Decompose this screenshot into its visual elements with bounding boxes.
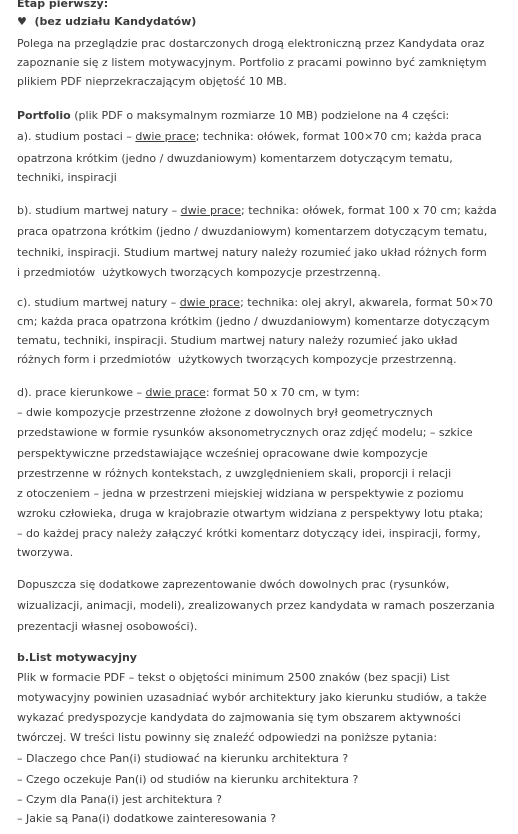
paragraph-line: motywacyjny powinien uzasadniać wybór architektury jako kierunku studiów, a także: [17, 691, 487, 704]
paragraph-line: plikiem PDF nieprzekraczającym objętość 10 MB.: [17, 75, 287, 88]
section-b-line: b). studium martwej natury – dwie prace; technika: ołówek, format 100 x 70 cm; każda: [17, 204, 497, 217]
question-item: – Czego oczekuje Pan(i) od studiów na kierunku architektura ?: [17, 773, 359, 786]
paragraph-line: tematu, techniki, inspiracji. Studium martwej natury należy rozumieć jako układ: [17, 334, 458, 347]
paragraph-line: cm; każda praca opatrzona krótkim (jedno / dwuzdaniowym) komentarze dotyczącym: [17, 315, 490, 328]
paragraph-line: zapoznanie się z listem motywacyjnym. Portfolio z pracami powinno być zamkniętym: [17, 56, 487, 69]
paragraph-line: przedstawione w formie rysunków aksonometrycznych oraz zdjęć modelu; – szkice: [17, 426, 473, 439]
paragraph-line: tworzywa.: [17, 546, 74, 559]
paragraph-line: praca opatrzona krótkim (jedno / dwuzdaniowym) komentarzem dotyczącym tematu,: [17, 225, 488, 238]
section-d-line: d). prace kierunkowe – dwie prace: format 50 x 70 cm, w tym:: [17, 386, 360, 399]
paragraph-line: z otoczeniem – jedna w przestrzeni miejskiej widziana w perspektywie z poziomu: [17, 487, 464, 500]
paragraph-line: techniki, inspiracji: [17, 171, 117, 184]
section-a-line: a). studium postaci – dwie prace; technika: ołówek, format 100×70 cm; każda praca: [17, 130, 482, 143]
paragraph-line: wizualizacji, animacji, modeli), zrealizowanych przez kandydata w ramach poszerzania: [17, 599, 495, 612]
paragraph-line: i przedmiotów użytkowych tworzących kompozycje przestrzenną.: [17, 266, 381, 279]
section-c-line: c). studium martwej natury – dwie prace; technika: olej akryl, akwarela, format 50×70: [17, 296, 493, 309]
paragraph-line: – do każdej pracy należy załączyć krótki komentarz dotyczący idei, inspiracji, formy,: [17, 527, 481, 540]
question-item: – Jakie są Pana(i) dodatkowe zainteresowania ?: [17, 812, 277, 825]
paragraph-line: wzroku człowieka, druga w krajobrazie otwartym widziana z perspektywy lotu ptaka;: [17, 507, 484, 520]
paragraph-line: różnych form i przedmiotów użytkowych tworzących kompozycje przestrzenną.: [17, 353, 457, 366]
underlined-term: dwie prace: [145, 386, 206, 399]
portfolio-label: Portfolio: [17, 109, 71, 122]
portfolio-intro: Portfolio (plik PDF o maksymalnym rozmiarze 10 MB) podzielone na 4 części:: [17, 109, 450, 122]
heart-icon: ♥: [17, 15, 27, 28]
paragraph-line: przestrzenne w różnych kontekstach, z uwzględnieniem skali, proporcji i relacji: [17, 467, 452, 480]
paragraph-line: twórczej. W treści listu powinny się znaleźć odpowiedzi na poniższe pytania:: [17, 731, 438, 744]
paragraph-line: Polega na przeglądzie prac dostarczonych drogą elektroniczną przez Kandydata oraz: [17, 37, 485, 50]
paragraph-line: wykazać predyspozycje kandydata do zajmowania się tym obszarem aktywności: [17, 711, 461, 724]
stage-heading: Etap pierwszy:: [17, 0, 109, 10]
paragraph-line: – dwie kompozycje przestrzenne złożone z dowolnych brył geometrycznych: [17, 406, 433, 419]
question-item: – Czym dla Pana(i) jest architektura ?: [17, 793, 222, 806]
motivation-letter-heading: b.List motywacyjny: [17, 651, 137, 664]
paragraph-line: Plik w formacie PDF – tekst o objętości minimum 2500 znaków (bez spacji) List: [17, 671, 450, 684]
paragraph-line: Dopuszcza się dodatkowe zaprezentowanie dwóch dowolnych prac (rysunków,: [17, 578, 450, 591]
paragraph-line: perspektywiczne przedstawiające wcześniej opracowane dwie kompozycje: [17, 447, 428, 460]
paragraph-line: prezentacji własnej osobowości).: [17, 620, 198, 633]
question-item: – Dlaczego chce Pan(i) studiować na kierunku architektura ?: [17, 752, 349, 765]
paragraph-line: techniki, inspiracji. Studium martwej natury należy rozumieć jako układ różnych form: [17, 246, 487, 259]
underlined-term: dwie prace: [179, 296, 241, 309]
stage-subheading: ♥ (bez udziału Kandydatów): [17, 15, 197, 28]
paragraph-line: opatrzona krótkim (jedno / dwuzdaniowym) komentarzem dotyczącym tematu,: [17, 152, 453, 165]
underlined-term: dwie prace: [135, 130, 196, 143]
underlined-term: dwie prace: [180, 204, 242, 217]
